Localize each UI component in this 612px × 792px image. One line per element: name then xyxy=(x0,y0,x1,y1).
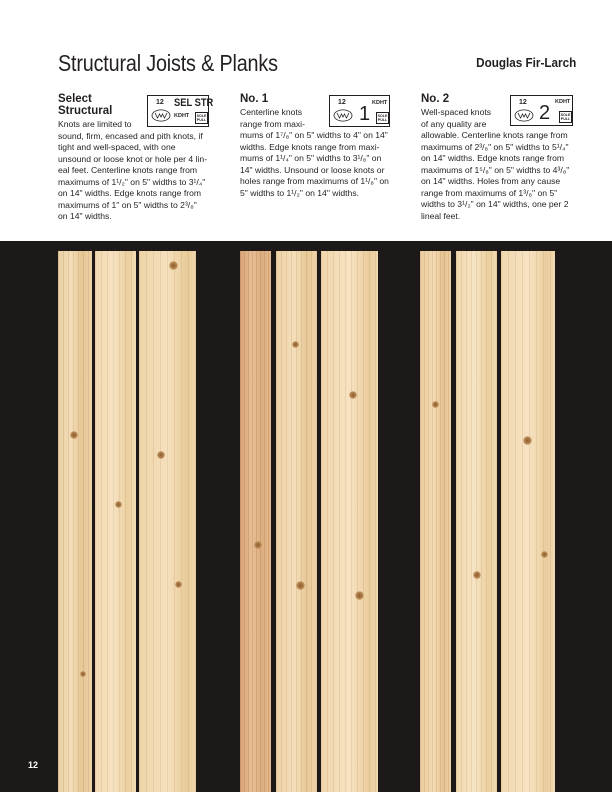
agency-logo-icon xyxy=(151,109,171,122)
grade-description: Knots are limited to sound, firm, encased and pith knots, if tight and well-spaced, with one unsound or loose knot or hole per 4 lin- eal feet. Centerline knots range from maximums of 1¹/₂" on 5" widths to 3¹/₄" on 14" widths. Edge knots range from maximums of 1" on 5" widths to 2³/₈" on 14" widths. xyxy=(58,119,208,221)
plank-photo xyxy=(321,251,378,792)
grade-heading: No. 2 xyxy=(421,93,450,105)
plank-photo xyxy=(456,251,497,792)
plank-photo xyxy=(240,251,271,792)
dry-mark: KDHT xyxy=(555,99,571,105)
inspection-mark: SOLE PULL xyxy=(196,114,207,122)
grade-heading: Select Structural xyxy=(58,93,113,117)
mill-number: 12 xyxy=(519,99,527,106)
species-label: Douglas Fir-Larch xyxy=(475,55,576,70)
plank-photo xyxy=(420,251,451,792)
agency-logo-icon xyxy=(514,109,534,122)
grade-mark: 1 xyxy=(359,103,371,125)
grade-stamp-no-1 xyxy=(329,95,390,127)
grade-stamp-no-2 xyxy=(510,95,573,126)
plank-photo xyxy=(58,251,92,792)
mill-number: 12 xyxy=(338,99,346,106)
inspection-mark: SOLE PULL xyxy=(377,114,388,122)
plank-photo xyxy=(276,251,317,792)
grade-heading: No. 1 xyxy=(240,93,269,105)
grade-mark: SEL STR xyxy=(174,97,214,109)
grade-mark: 2 xyxy=(539,102,551,124)
grade-description: Well-spaced knots of any quality are allowable. Centerline knots range from maximums of 2³/₈" on 5" widths to 5¹/₄" on 14" widths. Edge knots range from maximums of 1⁵/₈" on 5" widths to 4³/₈" on 14" widths. Holes from any cause range from maximums of 1³/₈" on 5" widths to 3¹/₂" on 14" widths, one per 2 lineal feet. xyxy=(421,107,570,221)
grade-stamp-select-structural xyxy=(147,95,214,127)
plank-photo xyxy=(139,251,196,792)
grade-description: Centerline knots range from maxi- mums of 1⁷/₈" on 5" widths to 4" on 14" widths. Edge knots range from maxi- mums of 1¹/₄" on 5" widths to 3¹/₈" on 14" widths. Unsound or loose knots or holes range from maximums of 1¹/₈" on 5" widths to 1¹/₂" on 14" widths. xyxy=(240,107,389,198)
page-number: 12 xyxy=(28,760,39,770)
plank-photo xyxy=(95,251,136,792)
mill-number: 12 xyxy=(156,99,164,106)
dry-mark: KDHT xyxy=(174,113,190,119)
dry-mark: KDHT xyxy=(372,100,388,106)
inspection-mark: SOLE PULL xyxy=(560,113,571,121)
agency-logo-icon xyxy=(333,109,353,122)
plank-photo xyxy=(501,251,555,792)
page-title: Structural Joists & Planks xyxy=(58,50,278,76)
